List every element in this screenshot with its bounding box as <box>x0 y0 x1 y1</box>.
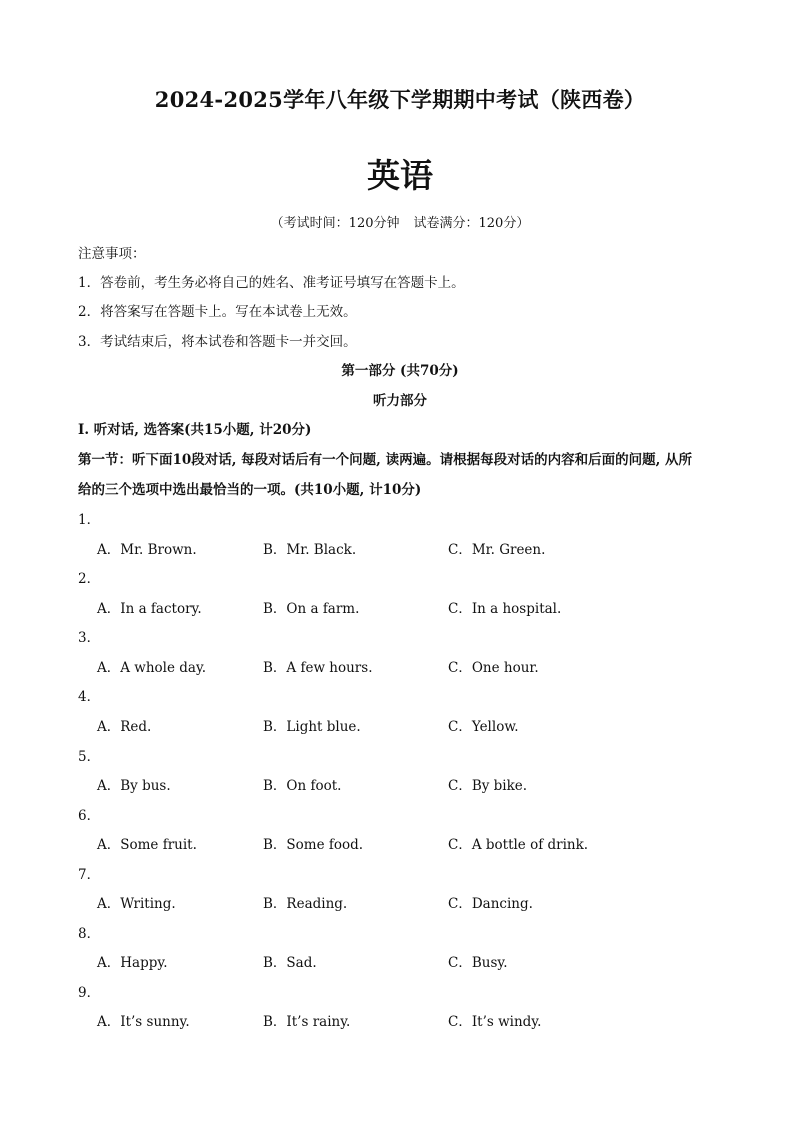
question-number: 8． <box>78 926 101 942</box>
question-number: 3． <box>78 630 101 646</box>
option-a: A．In a factory. <box>97 601 202 617</box>
option-a: A．By bus. <box>97 778 171 794</box>
section-instruction: 给的三个选项中选出最恰当的一项。(共10小题, 计10分) <box>78 482 422 498</box>
question-number: 5． <box>78 749 101 765</box>
option-c: C．A bottle of drink. <box>448 837 589 853</box>
exam-time: （考试时间：120分钟 <box>270 216 400 231</box>
option-c: C．It’s windy. <box>448 1014 542 1030</box>
question-number: 6． <box>78 808 101 824</box>
option-b: B．A few hours. <box>263 660 373 676</box>
section-instruction: 第一节：听下面10段对话, 每段对话后有一个问题, 读两遍。请根据每段对话的内容和后面的问题, 从所 <box>78 452 692 468</box>
question-number: 9． <box>78 985 101 1001</box>
part-title: 第一部分 (共70分) <box>341 363 459 379</box>
option-b: B．Light blue. <box>263 719 361 735</box>
option-a: A．A whole day. <box>97 660 207 676</box>
option-c: C．Mr. Green. <box>448 542 546 558</box>
option-c: C．Dancing. <box>448 896 533 912</box>
part-subtitle: 听力部分 <box>373 393 427 409</box>
option-a: A．Red. <box>97 719 152 735</box>
option-b: B．On a farm. <box>263 601 360 617</box>
option-a: A．Some fruit. <box>97 837 197 853</box>
option-b: B．Some food. <box>263 837 364 853</box>
question-number: 4． <box>78 689 101 705</box>
note-item: 3．考试结束后，将本试卷和答题卡一并交回。 <box>78 334 357 350</box>
option-c: C．In a hospital. <box>448 601 562 617</box>
option-a: A．It’s sunny. <box>97 1014 190 1030</box>
note-item: 2．将答案写在答题卡上。写在本试卷上无效。 <box>78 304 357 320</box>
subject-title: 英语 <box>367 156 433 195</box>
option-a: A．Mr. Brown. <box>97 542 197 558</box>
option-a: A．Writing. <box>97 896 176 912</box>
option-c: C．One hour. <box>448 660 539 676</box>
option-b: B．On foot. <box>263 778 342 794</box>
option-c: C．Busy. <box>448 955 508 971</box>
option-b: B．Reading. <box>263 896 348 912</box>
option-a: A．Happy. <box>97 955 168 971</box>
question-number: 2． <box>78 571 101 587</box>
option-b: B．Sad. <box>263 955 317 971</box>
notes-heading: 注意事项： <box>78 246 146 262</box>
option-c: C．By bike. <box>448 778 528 794</box>
exam-meta <box>0 212 800 231</box>
exam-score: 试卷满分：120分） <box>413 216 530 231</box>
question-number: 7． <box>78 867 101 883</box>
section-heading: I. 听对话, 选答案(共15小题, 计20分) <box>78 422 312 438</box>
option-b: B．Mr. Black. <box>263 542 357 558</box>
option-b: B．It’s rainy. <box>263 1014 351 1030</box>
option-c: C．Yellow. <box>448 719 519 735</box>
exam-title: 2024-2025学年八年级下学期期中考试（陕西卷） <box>154 87 646 112</box>
question-number: 1． <box>78 512 101 528</box>
note-item: 1．答卷前，考生务必将自己的姓名、准考证号填写在答题卡上。 <box>78 275 465 291</box>
